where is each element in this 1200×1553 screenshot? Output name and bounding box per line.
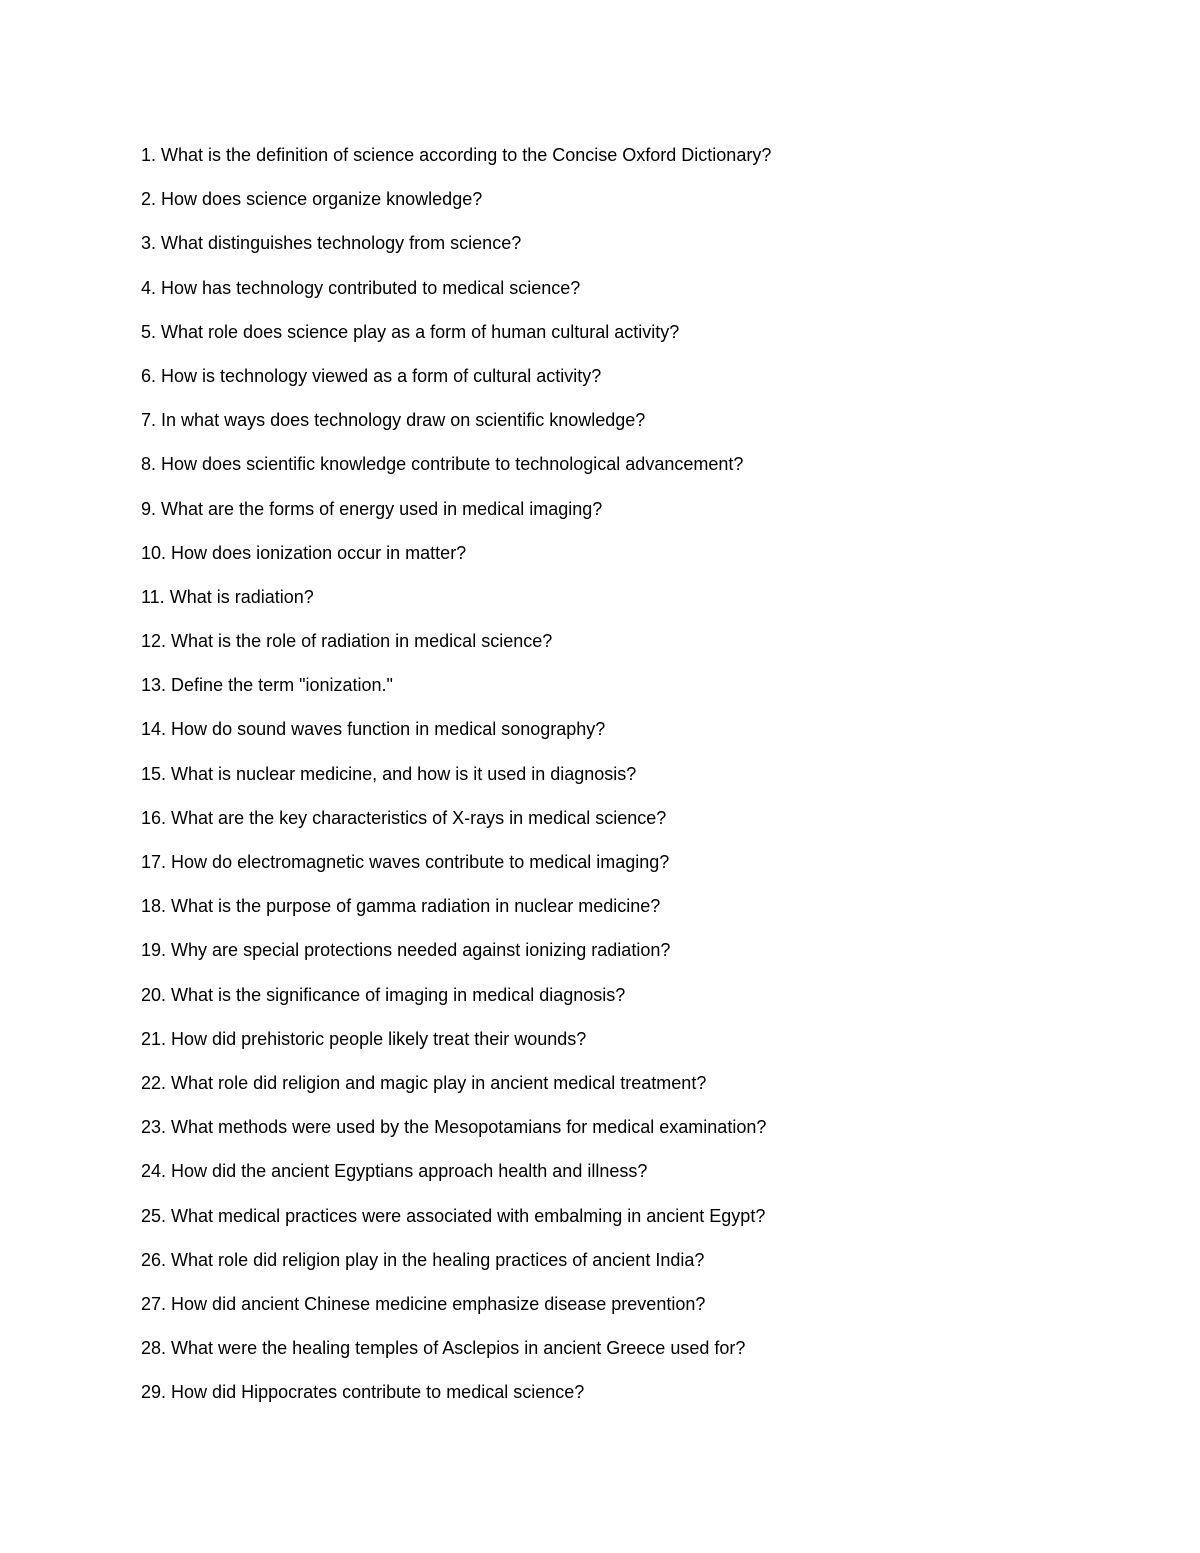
- question-number: 3.: [141, 233, 157, 254]
- question-number: 2.: [141, 189, 157, 210]
- question-number: 27.: [141, 1293, 167, 1314]
- question-text: What is the significance of imaging in medical diagnosis?: [171, 984, 626, 1005]
- question-text: What medical practices were associated with embalming in ancient Egypt?: [171, 1205, 766, 1226]
- question-text: How does science organize knowledge?: [161, 189, 483, 210]
- question-item: [141, 847, 1141, 891]
- question-number: 4.: [141, 277, 157, 298]
- question-text: How did prehistoric people likely treat their wounds?: [171, 1028, 587, 1049]
- question-number: 5.: [141, 321, 157, 342]
- question-text: What is the definition of science according to the Concise Oxford Dictionary?: [161, 145, 772, 165]
- question-number: 6.: [141, 365, 157, 386]
- question-item: [141, 891, 1141, 935]
- question-item: [141, 1289, 1141, 1333]
- question-item: [141, 980, 1141, 1024]
- question-item: [141, 228, 1141, 272]
- question-item: [141, 184, 1141, 228]
- question-number: 12.: [141, 631, 167, 652]
- question-number: 10.: [141, 542, 167, 563]
- question-item: [141, 714, 1141, 758]
- question-list: [141, 140, 1141, 1421]
- question-item: [141, 1024, 1141, 1068]
- question-number: 16.: [141, 807, 167, 828]
- question-item: [141, 140, 1141, 184]
- question-item: [141, 1068, 1141, 1112]
- question-text: What is the purpose of gamma radiation in nuclear medicine?: [171, 896, 661, 917]
- question-number: 28.: [141, 1338, 167, 1359]
- question-text: What are the forms of energy used in medical imaging?: [161, 498, 603, 519]
- question-number: 1.: [141, 145, 157, 165]
- question-number: 19.: [141, 940, 167, 961]
- question-item: [141, 1156, 1141, 1200]
- question-number: 24.: [141, 1161, 167, 1182]
- question-item: [141, 1377, 1141, 1421]
- question-item: [141, 538, 1141, 582]
- question-text: How did the ancient Egyptians approach health and illness?: [171, 1161, 648, 1182]
- question-item: [141, 361, 1141, 405]
- question-text: What methods were used by the Mesopotamians for medical examination?: [171, 1117, 767, 1138]
- question-text: In what ways does technology draw on scientific knowledge?: [161, 410, 646, 431]
- question-number: 26.: [141, 1249, 167, 1270]
- question-number: 23.: [141, 1117, 167, 1138]
- question-item: [141, 759, 1141, 803]
- question-text: Why are special protections needed against ionizing radiation?: [171, 940, 671, 961]
- question-text: What is nuclear medicine, and how is it used in diagnosis?: [171, 763, 637, 784]
- question-text: What is the role of radiation in medical science?: [171, 631, 553, 652]
- question-item: [141, 1112, 1141, 1156]
- question-item: [141, 935, 1141, 979]
- question-item: [141, 803, 1141, 847]
- question-item: [141, 405, 1141, 449]
- question-item: [141, 582, 1141, 626]
- question-number: 29.: [141, 1382, 167, 1403]
- question-number: 18.: [141, 896, 167, 917]
- question-item: [141, 449, 1141, 493]
- question-text: How is technology viewed as a form of cultural activity?: [161, 365, 602, 386]
- question-number: 7.: [141, 410, 157, 431]
- question-text: What are the key characteristics of X-rays in medical science?: [171, 807, 667, 828]
- question-number: 11.: [141, 586, 165, 607]
- question-number: 8.: [141, 454, 157, 475]
- question-text: How does scientific knowledge contribute to technological advancement?: [161, 454, 744, 475]
- question-text: What is radiation?: [169, 586, 314, 607]
- question-number: 20.: [141, 984, 167, 1005]
- question-item: [141, 317, 1141, 361]
- question-number: 17.: [141, 852, 167, 872]
- question-text: How do sound waves function in medical sonography?: [171, 719, 606, 740]
- question-item: [141, 626, 1141, 670]
- question-text: What were the healing temples of Asclepios in ancient Greece used for?: [171, 1338, 746, 1359]
- question-text: How has technology contributed to medical science?: [161, 277, 581, 298]
- question-text: What role did religion and magic play in ancient medical treatment?: [171, 1072, 707, 1093]
- question-item: [141, 670, 1141, 714]
- question-number: 25.: [141, 1205, 167, 1226]
- question-number: 14.: [141, 719, 167, 740]
- question-text: How did ancient Chinese medicine emphasize disease prevention?: [171, 1293, 706, 1314]
- question-number: 21.: [141, 1028, 167, 1049]
- question-item: [141, 1333, 1141, 1377]
- question-text: How do electromagnetic waves contribute to medical imaging?: [171, 852, 670, 872]
- question-text: What role did religion play in the healing practices of ancient India?: [171, 1249, 705, 1270]
- question-number: 13.: [141, 675, 167, 696]
- question-number: 15.: [141, 763, 167, 784]
- question-item: [141, 1201, 1141, 1245]
- question-text: How does ionization occur in matter?: [171, 542, 467, 563]
- question-number: 9.: [141, 498, 157, 519]
- question-item: [141, 273, 1141, 317]
- question-item: [141, 494, 1141, 538]
- question-text: What distinguishes technology from science?: [161, 233, 522, 254]
- question-text: What role does science play as a form of human cultural activity?: [161, 321, 680, 342]
- question-number: 22.: [141, 1072, 167, 1093]
- question-text: How did Hippocrates contribute to medical science?: [171, 1382, 585, 1403]
- question-item: [141, 1245, 1141, 1289]
- question-text: Define the term "ionization.": [171, 675, 393, 696]
